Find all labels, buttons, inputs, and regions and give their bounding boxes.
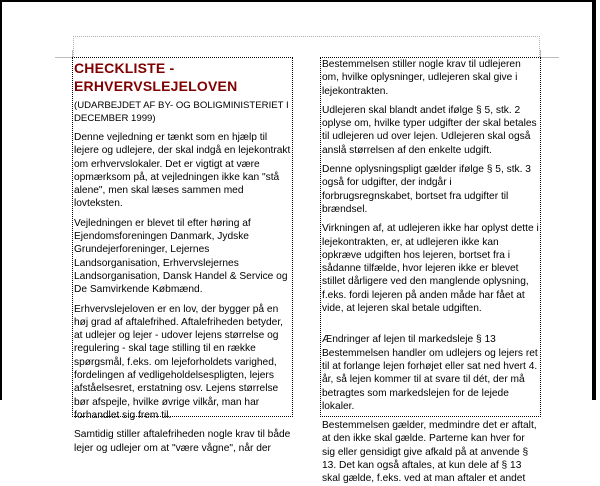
paragraph: Udlejeren skal blandt andet ifølge § 5, stk. 2 oplyse om, hvilke typer udgifter der skal betales til udlejeren ud over lejen. Udlejeren skal også anslå størrelsen af den enkelte udgift. <box>322 104 537 156</box>
section-heading-text: Ændringer af lejen til markedsleje § 13 <box>322 334 496 346</box>
paragraph: Virkningen af, at udlejeren ikke har oplyst dette i lejekontrakten, er, at udlejeren ikke kan opkræve udgiften hos lejeren, bortset fra i sådanne tilfælde, hvor lejeren ikke er blevet stillet dårligere ved den manglende oplysning, f.eks. fordi lejeren på anden måde har fået at vide, at lejeren skal betale udgiften. <box>322 223 539 315</box>
title-line-2: ERHVERVSLEJELOVEN <box>74 78 238 94</box>
section-heading <box>322 333 539 413</box>
paragraph: Denne vejledning er tænkt som en hjælp til lejere og udlejere, der skal indgå en lejekontrakt om erhvervslokaler. Det er vigtigt at være opmærksom på, at vejledningen ikke kan "stå alene", men skal læses sammen med lovteksten. <box>74 132 291 210</box>
crop-mark-left-vertical <box>72 50 73 57</box>
page-header-area <box>73 36 540 57</box>
crop-mark-right <box>541 57 559 58</box>
right-text-column[interactable] <box>320 57 541 485</box>
spacer <box>322 321 539 333</box>
crop-mark-left <box>55 57 72 58</box>
paragraph: Bestemmelsen stiller nogle krav til udlejeren om, hvilke oplysninger, udlejeren skal give i lejekontrakten. <box>322 59 521 97</box>
section-paragraph: Bestemmelsen handler om udlejers og lejers ret til at forlange lejen forhøjet eller sat ned hvert 4. år, så lejen kommer til at svare til dét, der må betragtes som markedslejen for de lejede lokaler. <box>322 347 538 412</box>
document-subtitle: (UDARBEJDET AF BY- OG BOLIGMINISTERIET I DECEMBER 1999) <box>74 100 289 124</box>
crop-mark-right-vertical <box>540 50 541 57</box>
paragraph: Samtidig stiller aftalefriheden nogle krav til både lejer og udlejer om at "være vågne", når der <box>74 429 291 454</box>
left-text-column[interactable] <box>72 57 293 454</box>
paragraph: Bestemmelsen gælder, medmindre det er aftalt, at den ikke skal gælde. Parterne kan hver for sig eller gensidigt give afkald på at anvende § 13. Det kan også aftales, at kun dele af § 13 skal gælde, f.eks. ved at man aftaler et andet <box>322 420 537 485</box>
paragraph: Erhvervslejeloven er en lov, der bygger på en høj grad af aftalefrihed. Aftalefriheden betyder, at udlejer og lejer - udover lejens størrelse og regulering - skal tage stilling til en række spørgsmål, f.eks. om lejeforholdets varighed, fordelingen af vedligeholdelsespligten, lejers afståelsesret, erstatning osv. Lejens størrelse bør afspejle, hvilke øvrige vilkår, man har forhandlet sig frem til. <box>74 303 283 421</box>
title-line-1: CHECKLISTE - <box>74 60 175 76</box>
paragraph: Denne oplysningspligt gælder ifølge § 5, stk. 3 også for udgifter, der indgår i forbrugsregnskabet, bortset fra udgifter til brændsel. <box>322 164 531 215</box>
document-title <box>74 59 291 95</box>
paragraph: Vejledningen er blevet til efter høring af Ejendomsforeningen Danmark, Jydske Grundejerforeninger, Lejernes Landsorganisation, Erhvervslejernes Landsorganisation, Dansk Handel & Service og De Samvirkende Købmænd. <box>74 217 288 296</box>
